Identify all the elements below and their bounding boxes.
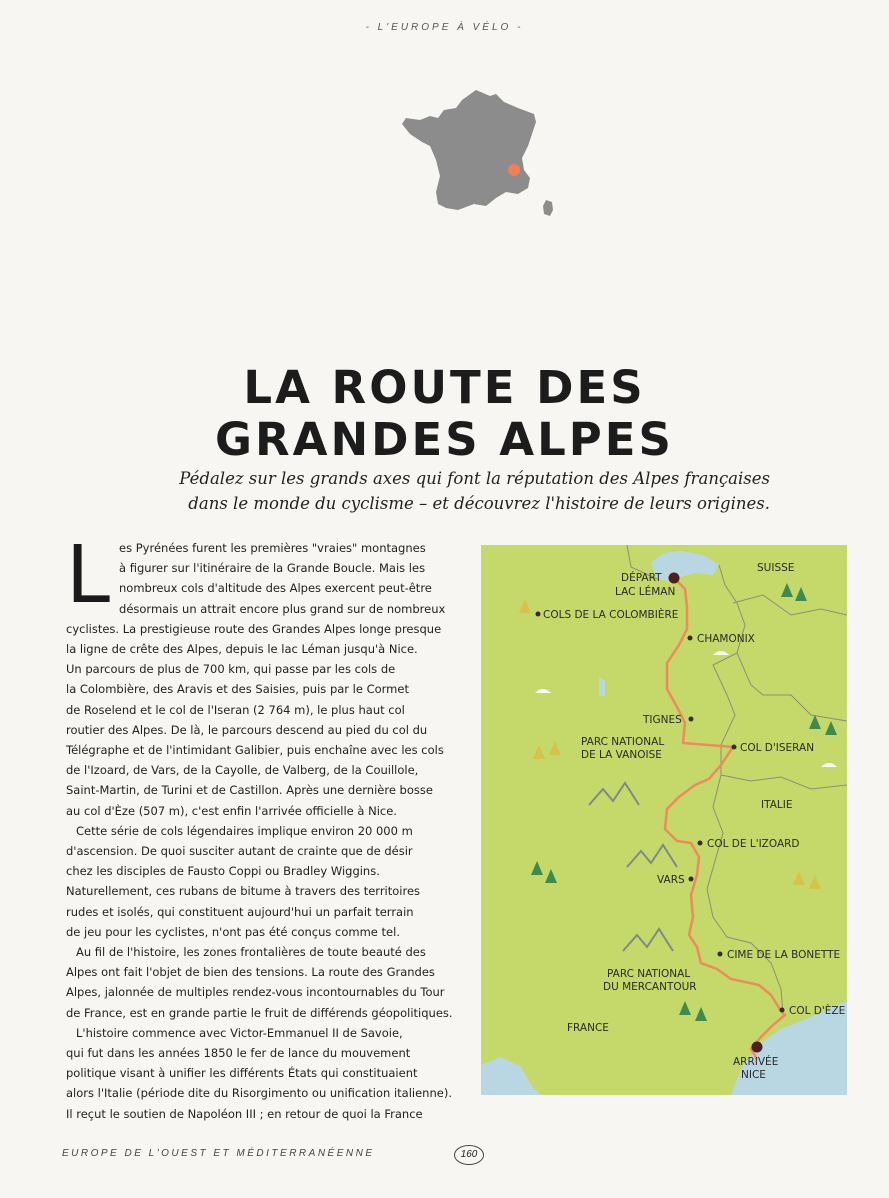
label-vars: VARS <box>657 874 685 886</box>
label-depart-1: DÉPART <box>621 572 662 584</box>
label-suisse: SUISSE <box>757 562 795 574</box>
body-line: d'ascension. De quoi susciter autant de crainte que de désir <box>66 844 413 859</box>
arrivee-dot <box>752 1042 763 1053</box>
title-line-1: LA ROUTE DES <box>243 361 646 414</box>
label-parc-vanoise-1: PARC NATIONAL <box>581 736 665 748</box>
body-line: Cette série de cols légendaires implique environ 20 000 m <box>76 823 413 838</box>
subtitle-line-2: dans le monde du cyclisme – et découvrez l'histoire de leurs origines. <box>188 494 770 513</box>
label-parc-vanoise-2: DE LA VANOISE <box>581 749 662 761</box>
body-line: à figurer sur l'itinéraire de la Grande Boucle. Mais les <box>119 561 426 576</box>
title-line-2: GRANDES ALPES <box>215 413 674 466</box>
body-line: au col d'Èze (507 m), c'est enfin l'arrivée officielle à Nice. <box>66 803 397 818</box>
corsica-island <box>543 200 553 216</box>
route-map <box>481 545 847 1095</box>
bonette-dot <box>718 952 723 957</box>
body-line: Alpes ont fait l'objet de bien des tensions. La route des Grandes <box>66 965 435 980</box>
vars-dot <box>689 877 694 882</box>
body-line: nombreux cols d'altitude des Alpes exercent peut-être <box>119 581 432 596</box>
eze-dot <box>780 1008 785 1013</box>
label-parc-mercantour-2: DU MERCANTOUR <box>603 981 697 993</box>
body-line: routier des Alpes. De là, le parcours descend au pied du col du <box>66 722 428 737</box>
running-head: - L'EUROPE À VÉLO - <box>365 22 524 33</box>
body-line: Un parcours de plus de 700 km, qui passe par les cols de <box>66 662 396 677</box>
body-line: Alpes, jalonnée de multiples rendez-vous incontournables du Tour <box>66 985 445 1000</box>
france-silhouette <box>402 90 536 210</box>
depart-dot <box>669 573 680 584</box>
label-chamonix: CHAMONIX <box>697 633 755 645</box>
subtitle <box>120 466 770 516</box>
body-line: es Pyrénées furent les premières "vraies" montagnes <box>119 541 426 555</box>
label-depart-2: LAC LÉMAN <box>615 586 676 598</box>
region-marker <box>508 164 520 176</box>
body-line: de Roselend et le col de l'Iseran (2 764 m), le plus haut col <box>66 702 405 717</box>
body-line: la ligne de crête des Alpes, depuis le lac Léman jusqu'à Nice. <box>66 642 418 657</box>
body-line: Il reçut le soutien de Napoléon III ; en retour de quoi la France <box>66 1106 423 1121</box>
label-arrivee-2: NICE <box>741 1069 766 1081</box>
body-line: de jeu pour les cyclistes, n'ont pas été conçus comme tel. <box>66 924 400 939</box>
label-parc-mercantour-1: PARC NATIONAL <box>607 968 691 980</box>
page-title <box>0 362 889 466</box>
france-locator-map <box>400 88 560 228</box>
body-line: la Colombière, des Aravis et des Saisies, puis par le Cormet <box>66 682 409 697</box>
body-line: L'histoire commence avec Victor-Emmanuel II de Savoie, <box>76 1025 403 1040</box>
body-line: Saint-Martin, de Turini et de Castillon. Après une dernière bosse <box>66 783 433 798</box>
chamonix-dot <box>688 636 693 641</box>
label-eze: COL D'ÈZE <box>789 1005 846 1017</box>
label-iseran: COL D'ISERAN <box>740 742 815 754</box>
body-line: politique visant à unifier les différents États qui constituaient <box>66 1066 418 1081</box>
subtitle-line-1: Pédalez sur les grands axes qui font la réputation des Alpes françaises <box>179 469 770 488</box>
body-line: Télégraphe et de l'intimidant Galibier, puis enchaîne avec les cols <box>66 743 444 758</box>
label-france: FRANCE <box>567 1022 609 1034</box>
body-line: Naturellement, ces rubans de bitume à travers des territoires <box>66 884 421 899</box>
body-line: Au fil de l'histoire, les zones frontalières de toute beauté des <box>76 945 426 960</box>
body-line: rudes et isolés, qui constituent aujourd'hui un parfait terrain <box>66 904 414 919</box>
footer <box>0 1145 889 1165</box>
label-arrivee-1: ARRIVÉE <box>733 1056 779 1068</box>
body-line: chez les disciples de Fausto Coppi ou Bradley Wiggins. <box>66 864 380 879</box>
page-number: 160 <box>454 1145 484 1165</box>
label-tignes: TIGNES <box>643 714 682 726</box>
footer-section: EUROPE DE L'OUEST ET MÉDITERRANÉENNE <box>62 1148 375 1159</box>
label-izoard: COL DE L'IZOARD <box>707 838 800 850</box>
tignes-dot <box>689 717 694 722</box>
label-italie: ITALIE <box>761 799 793 811</box>
drop-cap: L <box>66 529 111 621</box>
article-body <box>66 529 462 1124</box>
body-line: cyclistes. La prestigieuse route des Grandes Alpes longe presque <box>66 621 442 636</box>
izoard-dot <box>698 841 703 846</box>
colombiere-dot <box>536 612 541 617</box>
body-line: alors l'Italie (période dite du Risorgimento ou unification italienne). <box>66 1086 452 1101</box>
iseran-dot <box>732 745 737 750</box>
label-bonette: CIME DE LA BONETTE <box>727 949 841 961</box>
body-line: de l'Izoard, de Vars, de la Cayolle, de Valberg, de la Couillole, <box>66 763 419 778</box>
label-colombiere: COLS DE LA COLOMBIÈRE <box>543 609 679 621</box>
body-line: désormais un attrait encore plus grand sur de nombreux <box>119 601 446 616</box>
body-line: qui fut dans les années 1850 le fer de lance du mouvement <box>66 1046 411 1061</box>
body-line: de France, est en grande partie le fruit de différends géopolitiques. <box>66 1005 453 1020</box>
